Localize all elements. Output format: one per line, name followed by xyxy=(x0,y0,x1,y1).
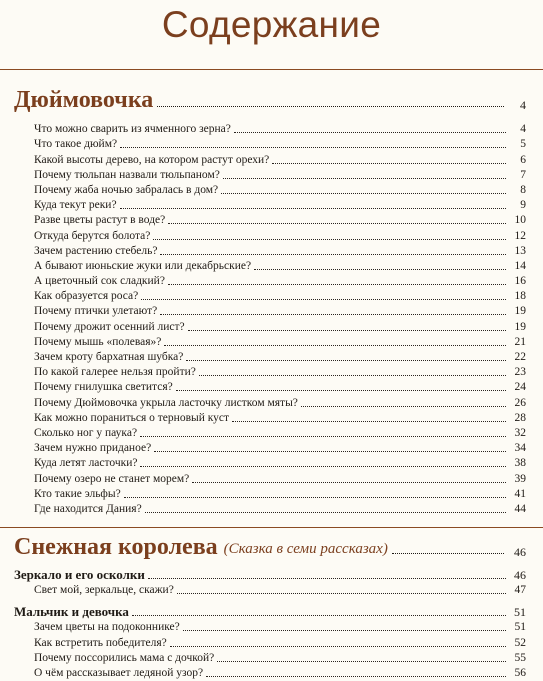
entry-page: 8 xyxy=(520,183,526,196)
dot-leader xyxy=(160,254,506,255)
entry-page: 4 xyxy=(520,123,526,136)
entry-list xyxy=(14,583,526,598)
section-heading[interactable] xyxy=(14,533,526,561)
entry-page: 28 xyxy=(514,411,526,424)
entry-title: Что можно сварить из ячменного зерна? xyxy=(34,123,231,136)
dot-leader xyxy=(170,646,506,647)
toc-entry[interactable] xyxy=(34,411,526,426)
entry-title: Как встретить победителя? xyxy=(34,636,167,649)
dot-leader xyxy=(176,390,506,391)
toc-entry[interactable] xyxy=(34,380,526,395)
section-heading[interactable] xyxy=(14,86,526,114)
subsection-list xyxy=(14,567,526,681)
toc-entry[interactable] xyxy=(34,456,526,471)
dot-leader xyxy=(160,314,506,315)
toc-entry[interactable] xyxy=(34,350,526,365)
top-divider xyxy=(0,69,543,70)
entry-page: 44 xyxy=(514,502,526,515)
dot-leader xyxy=(206,676,506,677)
subsection-heading[interactable] xyxy=(14,567,526,583)
toc-entry[interactable] xyxy=(34,244,526,259)
entry-page: 41 xyxy=(514,487,526,500)
entry-title: Разве цветы растут в воде? xyxy=(34,214,166,227)
subsection-title: Зеркало и его осколки xyxy=(14,567,145,582)
toc-entry[interactable] xyxy=(34,395,526,410)
subsection-heading[interactable] xyxy=(14,604,526,620)
dot-leader xyxy=(154,451,506,452)
dot-leader xyxy=(186,360,506,361)
dot-leader xyxy=(132,615,506,616)
entry-title: А бывают июньские жуки или декабрьские? xyxy=(34,259,252,272)
toc-entry[interactable] xyxy=(34,122,526,137)
entry-page: 47 xyxy=(514,584,526,597)
entry-page: 12 xyxy=(514,229,526,242)
toc-entry[interactable] xyxy=(34,426,526,441)
dot-leader xyxy=(141,299,506,300)
toc-entry[interactable] xyxy=(34,471,526,486)
entry-page: 19 xyxy=(514,320,526,333)
toc-entry[interactable] xyxy=(34,198,526,213)
entry-page: 16 xyxy=(514,275,526,288)
dot-leader xyxy=(120,208,506,209)
entry-page: 51 xyxy=(514,621,526,634)
toc-entry[interactable] xyxy=(34,502,526,517)
dot-leader xyxy=(153,239,506,240)
middle-divider xyxy=(0,527,543,528)
toc-entry[interactable] xyxy=(34,274,526,289)
toc-entry[interactable] xyxy=(34,152,526,167)
entry-title: Почему поссорились мама с дочкой? xyxy=(34,651,215,664)
dot-leader xyxy=(148,578,506,579)
entry-page: 52 xyxy=(514,636,526,649)
section-snow-queen xyxy=(14,533,526,681)
dot-leader xyxy=(120,147,506,148)
entry-page: 5 xyxy=(520,138,526,151)
entry-page: 55 xyxy=(514,651,526,664)
dot-leader xyxy=(192,482,506,483)
dot-leader xyxy=(272,163,506,164)
entry-page: 38 xyxy=(514,457,526,470)
entry-title: Почему Дюймовочка укрыла ласточку листком мяты? xyxy=(34,396,298,409)
entry-title: Почему птички улетают? xyxy=(34,305,158,318)
dot-leader xyxy=(177,593,506,594)
entry-title: Свет мой, зеркальце, скажи? xyxy=(34,584,174,597)
entry-title: Зачем цветы на подоконнике? xyxy=(34,621,180,634)
section-subtitle: (Сказка в семи рассказах) xyxy=(223,541,388,557)
toc-entry[interactable] xyxy=(34,620,526,635)
entry-title: Сколько ног у паука? xyxy=(34,426,138,439)
subsection-page: 51 xyxy=(514,605,526,620)
toc-entry[interactable] xyxy=(34,183,526,198)
entry-page: 10 xyxy=(514,214,526,227)
section-title: Дюймовочка xyxy=(14,87,154,113)
dot-leader xyxy=(145,512,506,513)
dot-leader xyxy=(140,436,506,437)
dot-leader xyxy=(234,132,506,133)
entry-title: Что такое дюйм? xyxy=(34,138,118,151)
entry-page: 13 xyxy=(514,244,526,257)
entry-title: По какой галерее нельзя пройти? xyxy=(34,366,196,379)
dot-leader xyxy=(124,497,506,498)
entry-page: 22 xyxy=(514,351,526,363)
section-page: 46 xyxy=(514,545,526,559)
entry-page: 9 xyxy=(520,199,526,212)
dot-leader xyxy=(232,421,506,422)
entry-title: Кто такие эльфы? xyxy=(34,487,121,500)
dot-leader xyxy=(157,106,504,107)
subsection xyxy=(14,604,526,681)
dot-leader xyxy=(168,223,506,224)
toc-entry[interactable] xyxy=(34,168,526,183)
toc-entry[interactable] xyxy=(34,583,526,598)
dot-leader xyxy=(217,661,506,662)
entry-page: 39 xyxy=(514,472,526,485)
dot-leader xyxy=(188,330,506,331)
entry-page: 34 xyxy=(514,442,526,455)
entry-title: Где находится Дания? xyxy=(34,502,142,515)
entry-page: 6 xyxy=(520,153,526,166)
entry-title: Почему мышь «полевая»? xyxy=(34,335,162,348)
toc-entry[interactable] xyxy=(34,666,526,681)
dot-leader xyxy=(183,630,506,631)
entry-title: Зачем кроту бархатная шубка? xyxy=(34,351,184,363)
entry-page: 18 xyxy=(514,290,526,303)
entry-page: 7 xyxy=(520,168,526,181)
entry-title: Почему озеро не станет морем? xyxy=(34,472,190,485)
toc-entry[interactable] xyxy=(34,441,526,456)
entry-title: Почему тюльпан назвали тюльпаном? xyxy=(34,168,220,181)
dot-leader xyxy=(168,284,506,285)
entry-title: А цветочный сок сладкий? xyxy=(34,275,165,288)
entry-page: 24 xyxy=(514,381,526,394)
toc-entry[interactable] xyxy=(34,259,526,274)
entry-page: 19 xyxy=(514,305,526,318)
toc-entry[interactable] xyxy=(34,651,526,666)
entry-title: Почему гнилушка светится? xyxy=(34,381,173,394)
entry-page: 21 xyxy=(514,335,526,348)
entry-title: Откуда берутся болота? xyxy=(34,229,151,242)
toc-entry[interactable] xyxy=(34,137,526,152)
dot-leader xyxy=(254,269,506,270)
entry-title: Куда текут реки? xyxy=(34,199,117,212)
entry-title: Куда летят ласточки? xyxy=(34,457,138,470)
entry-title: Почему жаба ночью забралась в дом? xyxy=(34,183,219,196)
page-title: Содержание xyxy=(161,4,382,45)
entry-title: Как образуется роса? xyxy=(34,290,139,303)
section-title: Снежная королева xyxy=(14,534,218,560)
toc-entry[interactable] xyxy=(34,335,526,350)
dot-leader xyxy=(223,178,506,179)
entry-title: Почему дрожит осенний лист? xyxy=(34,320,185,333)
entry-page: 26 xyxy=(514,396,526,409)
entry-title: Как можно пораниться о терновый куст xyxy=(34,411,230,424)
toc-entry[interactable] xyxy=(34,319,526,334)
dot-leader xyxy=(199,375,506,376)
entry-title: О чём рассказывает ледяной узор? xyxy=(34,666,204,679)
subsection xyxy=(14,567,526,598)
entry-title: Зачем нужно приданое? xyxy=(34,442,152,455)
subsection-title: Мальчик и девочка xyxy=(14,604,129,620)
section-page: 4 xyxy=(520,98,526,112)
entry-list xyxy=(14,122,526,517)
subsection-page: 46 xyxy=(514,568,526,582)
entry-title: Зачем растению стебель? xyxy=(34,244,158,257)
dot-leader xyxy=(140,466,506,467)
toc-entry[interactable] xyxy=(34,289,526,304)
toc-entry[interactable] xyxy=(34,365,526,380)
toc-entry[interactable] xyxy=(34,304,526,319)
dot-leader xyxy=(392,553,504,554)
section-thumbelina xyxy=(14,86,526,517)
dot-leader xyxy=(164,345,506,346)
toc-entry[interactable] xyxy=(34,635,526,650)
entry-title: Какой высоты дерево, на котором растут орехи? xyxy=(34,153,270,166)
toc-entry[interactable] xyxy=(34,228,526,243)
dot-leader xyxy=(301,406,506,407)
toc-entry[interactable] xyxy=(34,213,526,228)
toc-entry[interactable] xyxy=(34,487,526,502)
entry-page: 14 xyxy=(514,259,526,272)
dot-leader xyxy=(221,193,506,194)
entry-page: 32 xyxy=(514,426,526,439)
entry-list xyxy=(14,620,526,681)
entry-page: 23 xyxy=(514,366,526,379)
entry-page: 56 xyxy=(514,666,526,679)
